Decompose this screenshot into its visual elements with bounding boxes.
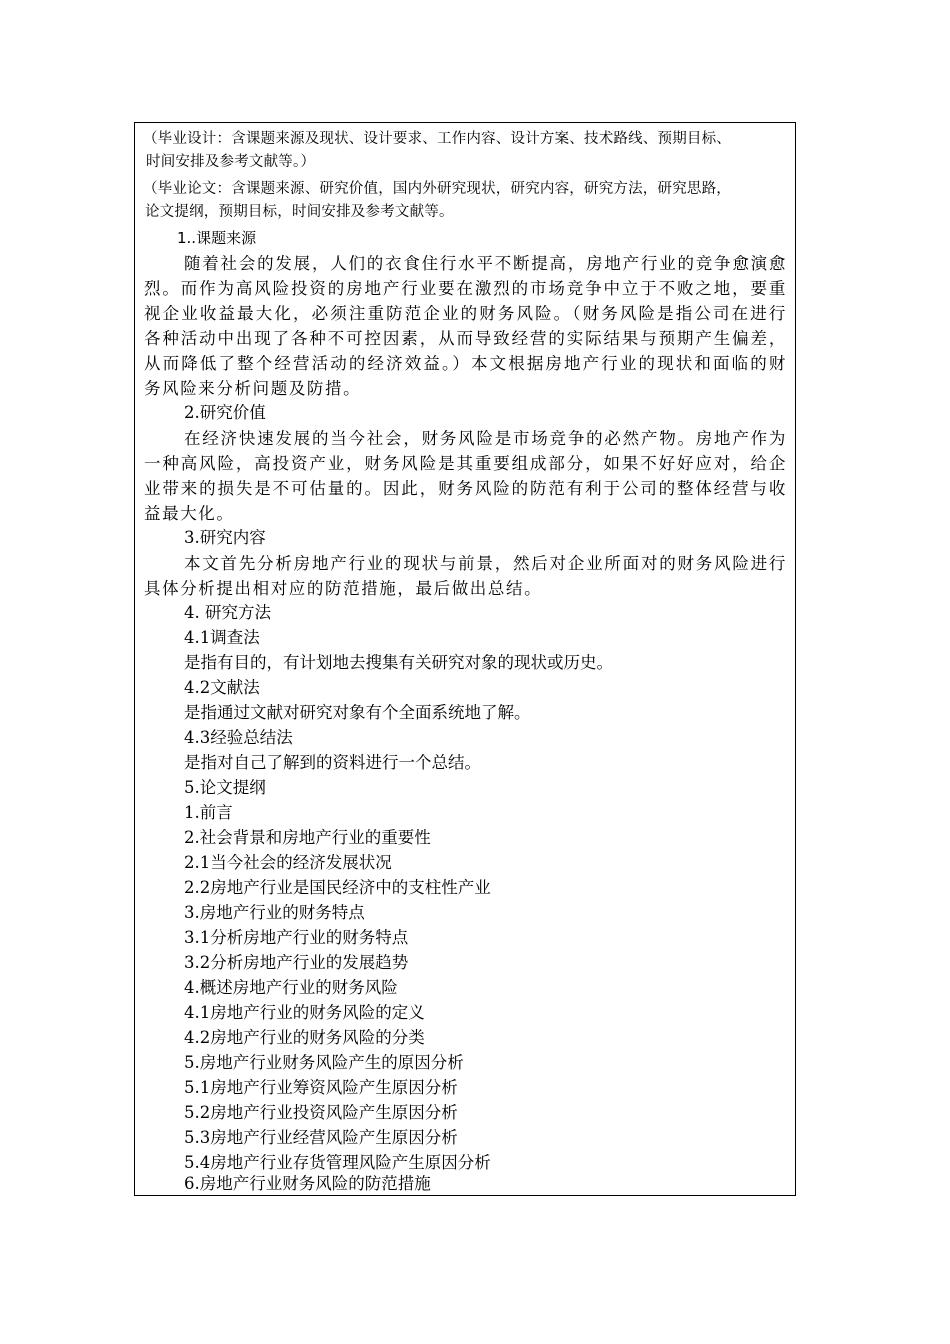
outline-item: 3.房地产行业的财务特点 [184, 903, 365, 922]
outline-item: 5.1房地产行业筹资风险产生原因分析 [184, 1078, 458, 1097]
section-1-heading: 1..课题来源 [177, 229, 257, 247]
outline-item: 4.1房地产行业的财务风险的定义 [184, 1003, 425, 1022]
section-1-paragraph: 随着社会的发展，人们的衣食住行水平不断提高，房地产行业的竞争愈演愈烈。而作为高风险投资的房地产行业要在激烈的市场竞争中立于不败之地，要重视企业收益最大化，必须注重防范企业的财务风险。（财务风险是指公司在进行各种活动中出现了各种不可控因素，从而导致经营的实际结果与预期产生偏差，从而降低了整个经营活动的经济效益。）本文根据房地产行业的现状和面临的财务风险来分析问题及防措。 [144, 254, 787, 398]
thesis-note-line-2: 论文提纲，预期目标，时间安排及参考文献等。 [145, 204, 454, 220]
outline-item: 3.1分析房地产行业的财务特点 [184, 928, 409, 947]
outline-item: 3.2分析房地产行业的发展趋势 [184, 953, 409, 972]
method-title-survey: 4.1调查法 [184, 628, 260, 647]
section-4-heading: 4. 研究方法 [184, 603, 271, 622]
method-title-experience: 4.3经验总结法 [184, 728, 293, 747]
method-desc-experience: 是指对自己了解到的资料进行一个总结。 [184, 753, 481, 772]
method-title-literature: 4.2文献法 [184, 678, 260, 697]
outline-item: 5.2房地产行业投资风险产生原因分析 [184, 1103, 458, 1122]
section-3-paragraph: 本文首先分析房地产行业的现状与前景，然后对企业所面对的财务风险进行具体分析提出相对应的防范措施，最后做出总结。 [144, 554, 787, 598]
section-3-heading: 3.研究内容 [184, 528, 266, 547]
outline-item: 5.房地产行业财务风险产生的原因分析 [184, 1053, 464, 1072]
outline-item: 6.房地产行业财务风险的防范措施 [184, 1174, 431, 1193]
outline-item: 4.概述房地产行业的财务风险 [184, 978, 398, 997]
outline-item: 1.前言 [184, 803, 233, 822]
section-2-heading: 2.研究价值 [184, 403, 266, 422]
section-5-heading: 5.论文提纲 [184, 778, 266, 797]
method-desc-literature: 是指通过文献对研究对象有个全面系统地了解。 [184, 703, 531, 722]
outline-item: 2.1当今社会的经济发展状况 [184, 853, 392, 872]
outline-item: 4.2房地产行业的财务风险的分类 [184, 1028, 425, 1047]
design-note-line-2: 时间安排及参考文献等。） [146, 154, 316, 170]
outline-item: 2.2房地产行业是国民经济中的支柱性产业 [184, 878, 491, 897]
design-note-line-1: （毕业设计：含课题来源及现状、设计要求、工作内容、设计方案、技术路线、预期目标、 [143, 131, 731, 147]
thesis-note-line-1: （毕业论文：含课题来源、研究价值，国内外研究现状，研究内容，研究方法，研究思路， [143, 181, 731, 197]
section-2-paragraph: 在经济快速发展的当今社会，财务风险是市场竞争的必然产物。房地产作为一种高风险，高投资产业，财务风险是其重要组成部分，如果不好好应对，给企业带来的损失是不可估量的。因此，财务风险的防范有利于公司的整体经营与收益最大化。 [144, 429, 787, 523]
outline-item: 5.4房地产行业存货管理风险产生原因分析 [184, 1153, 491, 1172]
outline-item: 2.社会背景和房地产行业的重要性 [184, 828, 431, 847]
method-desc-survey: 是指有目的，有计划地去搜集有关研究对象的现状或历史。 [184, 653, 613, 672]
outline-item: 5.3房地产行业经营风险产生原因分析 [184, 1128, 458, 1147]
